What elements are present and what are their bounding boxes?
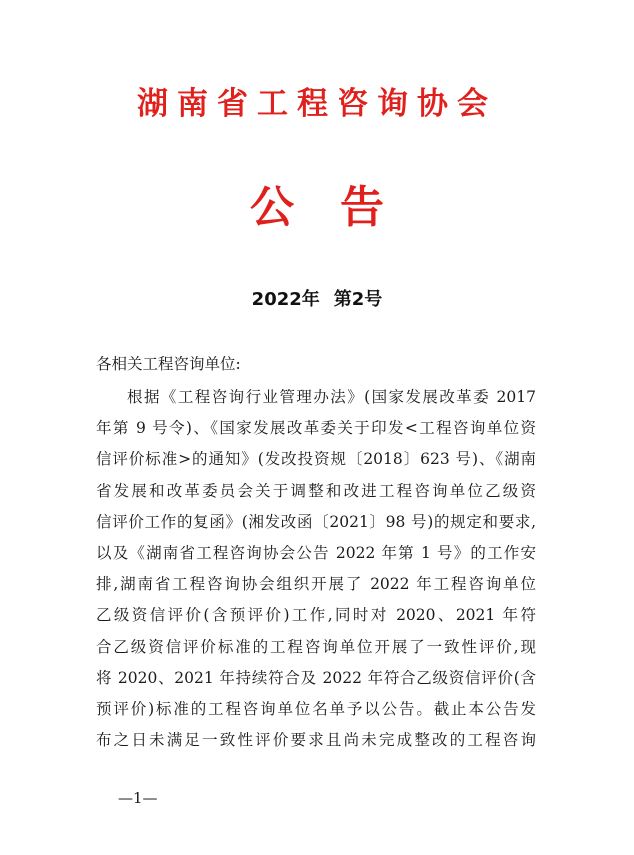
- body-line: 省发展和改革委员会关于调整和改进工程咨询单位乙级资: [96, 481, 536, 500]
- body-line: 将 2020、2021 年持续符合及 2022 年符合乙级资信评价(含: [96, 668, 536, 687]
- body-paragraph: [96, 382, 536, 756]
- document-number: [0, 285, 634, 315]
- body-line: 以及《湖南省工程咨询协会公告 2022 年第 1 号》的工作安: [96, 543, 536, 562]
- body-line: 布之日未满足一致性评价要求且尚未完成整改的工程咨询: [96, 731, 536, 750]
- body-line: 排,湖南省工程咨询协会组织开展了 2022 年工程咨询单位: [96, 575, 536, 594]
- document-year: 2022年: [251, 289, 320, 310]
- page-number: —1—: [118, 789, 158, 807]
- body-line: 信评价标准>的通知》(发改投资规〔2018〕623 号)、《湖南: [96, 450, 536, 469]
- document-type-title: 公告: [250, 182, 430, 233]
- body-line: 预评价)标准的工程咨询单位名单予以公告。截止本公告发: [96, 699, 536, 718]
- body-line: 合乙级资信评价标准的工程咨询单位开展了一致性评价,现: [96, 637, 536, 656]
- body-line: 年第 9 号令)、《国家发展改革委关于印发<工程咨询单位资: [96, 419, 536, 438]
- organization-title: 湖南省工程咨询协会: [137, 86, 497, 122]
- body-line: 乙级资信评价(含预评价)工作,同时对 2020、2021 年符: [96, 606, 536, 625]
- body-line: 根据《工程咨询行业管理办法》(国家发展改革委 2017: [127, 388, 536, 406]
- body-line: 信评价工作的复函》(湘发改函〔2021〕98 号)的规定和要求,: [96, 512, 536, 531]
- salutation: 各相关工程咨询单位:: [96, 355, 241, 373]
- document-issue-number: 第2号: [333, 289, 383, 310]
